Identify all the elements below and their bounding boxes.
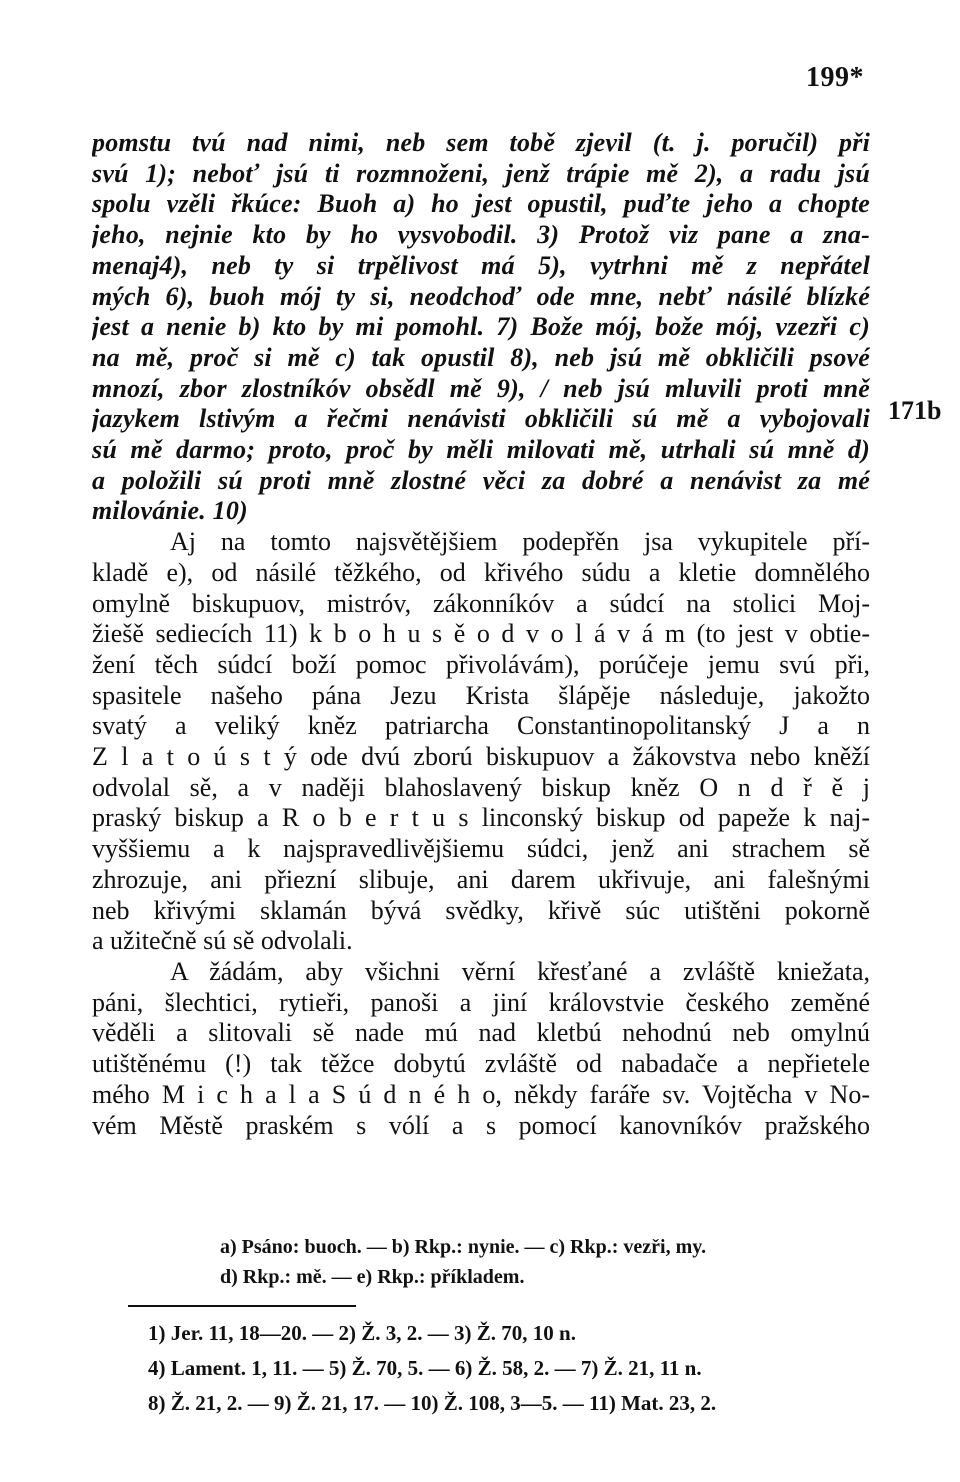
text-line: pomstu tvú nad nimi, neb sem tobě zjevil (t. j. poručil) při: [92, 128, 870, 157]
footnote-line: 1) Jer. 11, 18—20. — 2) Ž. 3, 2. — 3) Ž. 70, 10 n.: [148, 1321, 576, 1345]
text-line: kladě e), od násilé těžkého, od křivého súdu a kletie domnělého: [92, 557, 870, 587]
text-line: a užitečně sú sě odvolali.: [92, 926, 353, 956]
text-line: vyššiemu a k najspravedlivějšiemu súdci, jenž ani strachem sě: [92, 834, 870, 864]
text-line: žiešě sediecích 11) k b o h u s ě o d v o l á v á m (to jest v obtie-: [92, 619, 870, 649]
text-line: utištěnému (!) tak těžce dobytú zvláště od nabadače a nepřietele: [92, 1049, 870, 1079]
text-line: Aj na tomto najsvětějšiem podepřěn jsa vykupitele pří-: [170, 527, 870, 557]
text-line: jest a nenie b) kto by mi pomohl. 7) Bože mój, bože mój, vzezři c): [92, 312, 870, 342]
text-line: omylně biskupuov, mistróv, zákonníkóv a súdcí na stolici Moj-: [92, 588, 870, 618]
text-line: neb křivými sklamán bývá svědky, křivě súc utištěni pokorně: [92, 895, 870, 925]
text-line: spasitele našeho pána Jezu Krista šlápěje následuje, jakožto: [92, 680, 870, 710]
textual-footnotes: [220, 1232, 820, 1292]
text-line: praský biskup a R o b e r t u s linconský biskup od papeže k naj-: [92, 803, 870, 833]
text-line: A žádám, aby všichni věrní křesťané a zvláště kniežata,: [170, 956, 870, 986]
footnote-line: 8) Ž. 21, 2. — 9) Ž. 21, 17. — 10) Ž. 108, 3—5. — 11) Mat. 23, 2.: [148, 1391, 717, 1415]
margin-folio-note: 171b: [888, 396, 942, 425]
source-footnotes: [148, 1316, 888, 1421]
footnote-divider: [128, 1305, 356, 1307]
page-number: 199*: [806, 62, 864, 93]
footnote-line: a) Psáno: buoch. — b) Rkp.: nynie. — c) Rkp.: vezři, my.: [220, 1236, 707, 1258]
text-line: a položili sú proti mně zlostné věci za dobré a nenávist za mé: [92, 465, 870, 495]
text-line: páni, šlechtici, rytieři, panoši a jiní královstvie českého zeměné: [92, 987, 870, 1017]
text-line: odvolal sě, a v naději blahoslavený biskup kněz O n d ř ě j: [92, 772, 870, 802]
text-line: menaj4), neb ty si trpělivost má 5), vytrhni mě z nepřátel: [92, 250, 870, 280]
footnote-line: 4) Lament. 1, 11. — 5) Ž. 70, 5. — 6) Ž. 58, 2. — 7) Ž. 21, 11 n.: [148, 1356, 702, 1380]
text-line: jazykem lstivým a řečmi nenávisti obkličili sú mě a vybojovali: [92, 404, 870, 434]
text-line: věděli a slitovali sě nade mú nad kletbú nehodnú neb omylnú: [92, 1018, 870, 1048]
text-line: zhrozuje, ani přiezní slibuje, ani darem ukřivuje, ani falešnými: [92, 864, 870, 894]
text-line: sú mě darmo; proto, proč by měli milovati mě, utrhali sú mně d): [92, 435, 870, 465]
footnote-line: d) Rkp.: mě. — e) Rkp.: příkladem.: [220, 1266, 525, 1288]
text-line: vém Městě praském s vólí a s pomocí kanovníkóv pražského: [92, 1110, 870, 1140]
text-line: mého M i c h a l a S ú d n é h o, někdy faráře sv. Vojtěcha v No-: [92, 1079, 870, 1109]
text-line: mnozí, zbor zlostníkóv obsědl mě 9), / neb jsú mluvili proti mně: [92, 373, 870, 403]
text-line: svatý a veliký kněz patriarcha Constantinopolitanský J a n: [92, 711, 870, 741]
text-line: na mě, proč si mě c) tak opustil 8), neb jsú mě obkličili psové: [92, 342, 870, 372]
text-line: svú 1); neboť jsú ti rozmnoženi, jenž trápie mě 2), a radu jsú: [92, 158, 870, 188]
text-line: žení těch súdcí boží pomoc přivolávám), porúčeje jemu svú při,: [92, 649, 870, 679]
text-line: jeho, nejnie kto by ho vysvobodil. 3) Protož viz pane a zna-: [92, 220, 870, 250]
text-line: spolu vzěli řkúce: Buoh a) ho jest opustil, puďte jeho a chopte: [92, 189, 870, 219]
text-line: milovánie. 10): [92, 496, 248, 526]
body-text: [92, 128, 870, 1141]
text-line: Z l a t o ú s t ý ode dvú zború biskupuov a žákovstva nebo kněží: [92, 742, 870, 772]
text-line: mých 6), buoh mój ty si, neodchoď ode mne, nebť násilé blízké: [92, 281, 870, 311]
